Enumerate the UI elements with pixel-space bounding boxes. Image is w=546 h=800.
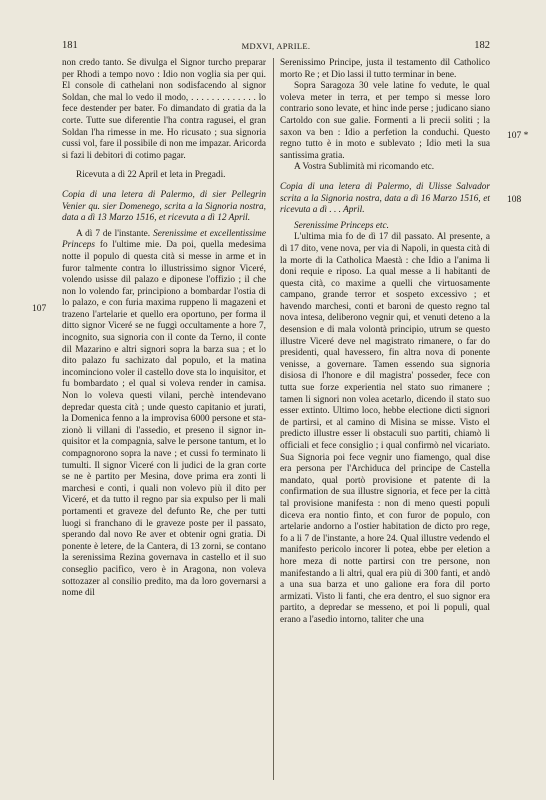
right-paragraph-1: Serenissimo Principe, justa il testamento dil Catholico morto Re ; et Dio lassi il tutto terminar in bene. (280, 58, 490, 80)
left-paragraph-1: non credo tanto. Se divulga el Signor turcho preparar per Rhodi a tempo novo : Idio non voglia sia per qui. El console di cathelani non sodisfacendo al signor Soldan, che mal lo vedo il modo, . . . . . . . . . . . . . lo fece destender per bater. Fo dimandato di gratia da la corte. Tutte sue diferentie l'ha contra ragusei, el gran Soldan l'ha rimesse in me. Ho ricusato ; sua signoria cussi vol, fare il possibile di non me impazar. Aricorda si fazi li debitori di cotimo pagar. (62, 58, 266, 161)
column-divider (273, 58, 274, 780)
left-page-number: 181 (62, 40, 78, 51)
right-paragraph-2: Sopra Saragoza 30 vele latine fo vedute, le qual voleva meter in terra, et per tempo si messe loro contrario sono levate, et hinc inde perse ; judicano siano Cartoldo con sue galie. Formenti a li precii soliti ; la saxon va ben : Idio a perfetion la conduchi. Questo regno tutto è in moto e sublevato ; Idio meti la sua santissima gratia. (280, 81, 490, 161)
right-letter-body: L'ultima mia fo de dì 17 dil passato. Al presente, a dì 17 dito, vene nova, per via di Napoli, in questa cità di la morte di la Catholica Maestà : che Idio a l'anima li doni requie e riposo. La qual messe a li habitanti de questa cità, co maxime a quelli che virtuosamente campano, grande terror et sospeto excessivo ; et havendo marchesi, conti et baroni de questo regno tal nova intesa, deliberono vegnir qui, et venuti deteno a la desension e di mala volontà principio, utrum se questo illustre Viceré deve nel magistrato rimanere, o far do presidenti, qual havessero, fin altra nova di ponente venisse, a governare. Tamen essendo sua signoria disiosa di l'honore e dil magistra' posseder, fece con tutta sue forze experientia nel stato suo rimanere ; tamen li signori non volea acetarlo, dicendo il stato suo esser extinto. Ultimo loco, hebbe electione dicti signori de partirsi, et al camino di Misina se misse. Visto el predicto illustre esser li obstaculi suo partiti, chiamò li officiali et fece consiglio ; i qual confirmò nel vicariato. Sua Signoria poi fece vegnir uno fiamengo, qual dise era persona per l'Archiduca del principe de Castella mandato, qual portò provisione et patente di la confirmation de sua illustre signoria, et fece per la città tal provisione manifesta : non di meno questi populi diceva era nontio finto, et con furor de populo, con artelarie andorno a l'ostier habitation de dicto pro rege, fo a li 7 de l'instante, a hore 24. Qual illustre vedendo el manifesto pericolo incorer li potea, ebbe per eletion a hore meza di notte partirsi con tre persone, non manifestando a li altri, qual era più di 300 fanti, et andò a una sua barza et uno galione era fora dil porto armizati. Visto li fanti, che era dentro, el suo signor era partito, a depredar se messeno, et poi li populi, qual erano a l'asedio intorno, taliter che una (280, 232, 490, 625)
running-title: MDXVI, APRILE. (241, 41, 311, 51)
right-column (280, 58, 490, 627)
left-letter-salutation: Serenissime et excellentissime Princeps (62, 228, 267, 251)
right-page-number: 182 (474, 40, 490, 51)
left-letter-heading: Copia di una letera di Palermo, di sier Pellegrin Venier qu. sier Domenego, scrita a la Signoria nostra, data a dì 13 Marzo 1516, et ricevuta a dì 12 April. (62, 189, 266, 224)
left-margin-number: 107 (32, 304, 47, 314)
right-letter-salutation: Serenissime Princeps etc. (294, 220, 389, 231)
page-header (62, 40, 490, 54)
left-receipt-note: Ricevuta a dì 22 April et leta in Pregadi. (76, 170, 226, 181)
right-margin-note: 107 * (507, 131, 529, 141)
left-column (62, 58, 266, 600)
right-letter-heading: Copia di una letera di Palermo, di Ulisse Salvador scrita a la Signoria nostra, data a dì 16 Marzo 1516, et ricevuta a dì . . . April. (280, 181, 490, 216)
right-closing: A Vostra Sublimità mi ricomando etc. (294, 162, 435, 173)
left-letter-date: A dì 7 de l'instante. (76, 228, 151, 239)
left-letter-text: fo l'ultime mie. Da poi, quella medesima notte il populo di questa cità si messe in arme et in furor talmente contra lo illustrissimo signor Viceré, volendo usisse dil palazo e diponese l'offizio ; il che non lo volendo far, principiono a bombardar l'ostia di lo palazo, e con furia maxima ruppeno li magazeni et trazeno l'artelarie et quello era oportuno, per forma il ditto signor Viceré se ne fuggì occultamente a hore 7, incognito, sua signoria con il conte da Terno, il conte dil Mazarino e altri signori sopra la barza sua ; et lo dito palazo fu sachizato dal populo, et la matina incominciono voler il castello dove sta lo inquisitor, et fu bombardato ; el qual si voleva render in camisa. Non lo voleva questi vilani, perchè intendevano depredar questa cità ; unde questo capitanio et jurati, la Domenica fenno a la improvisa 6000 persone et stazionò li villani di l'assedio, et preseno il signor inquisitor et la compagnia, salve le persone tantum, et lo compagnorono sopra la nave ; et cussi fo terminato li tumulti. Il signor Viceré con li judici de la gran corte se ne è partito per Mesina, dove prima era zonti li marchesi e conti, i quali non volevo più il dito per Viceré, et da tutto il regno par sia expulso per li mali portamenti et graveze del defunto Re, che per tutti luogi si franchano di le graveze poste per il passato, sperando dal novo Re aver et obtenir ogni gratia. Di ponente è letere, de la Cantera, di 13 zorni, se contano la serenissima Rezina governava in castello et il suo conseglio pacifico, vero è in Aragona, non voleva sottozazer al consilio predito, ma da loro governarsi a nome dil (62, 240, 266, 599)
right-margin-number: 108 (507, 195, 522, 205)
left-letter-body (62, 229, 266, 600)
